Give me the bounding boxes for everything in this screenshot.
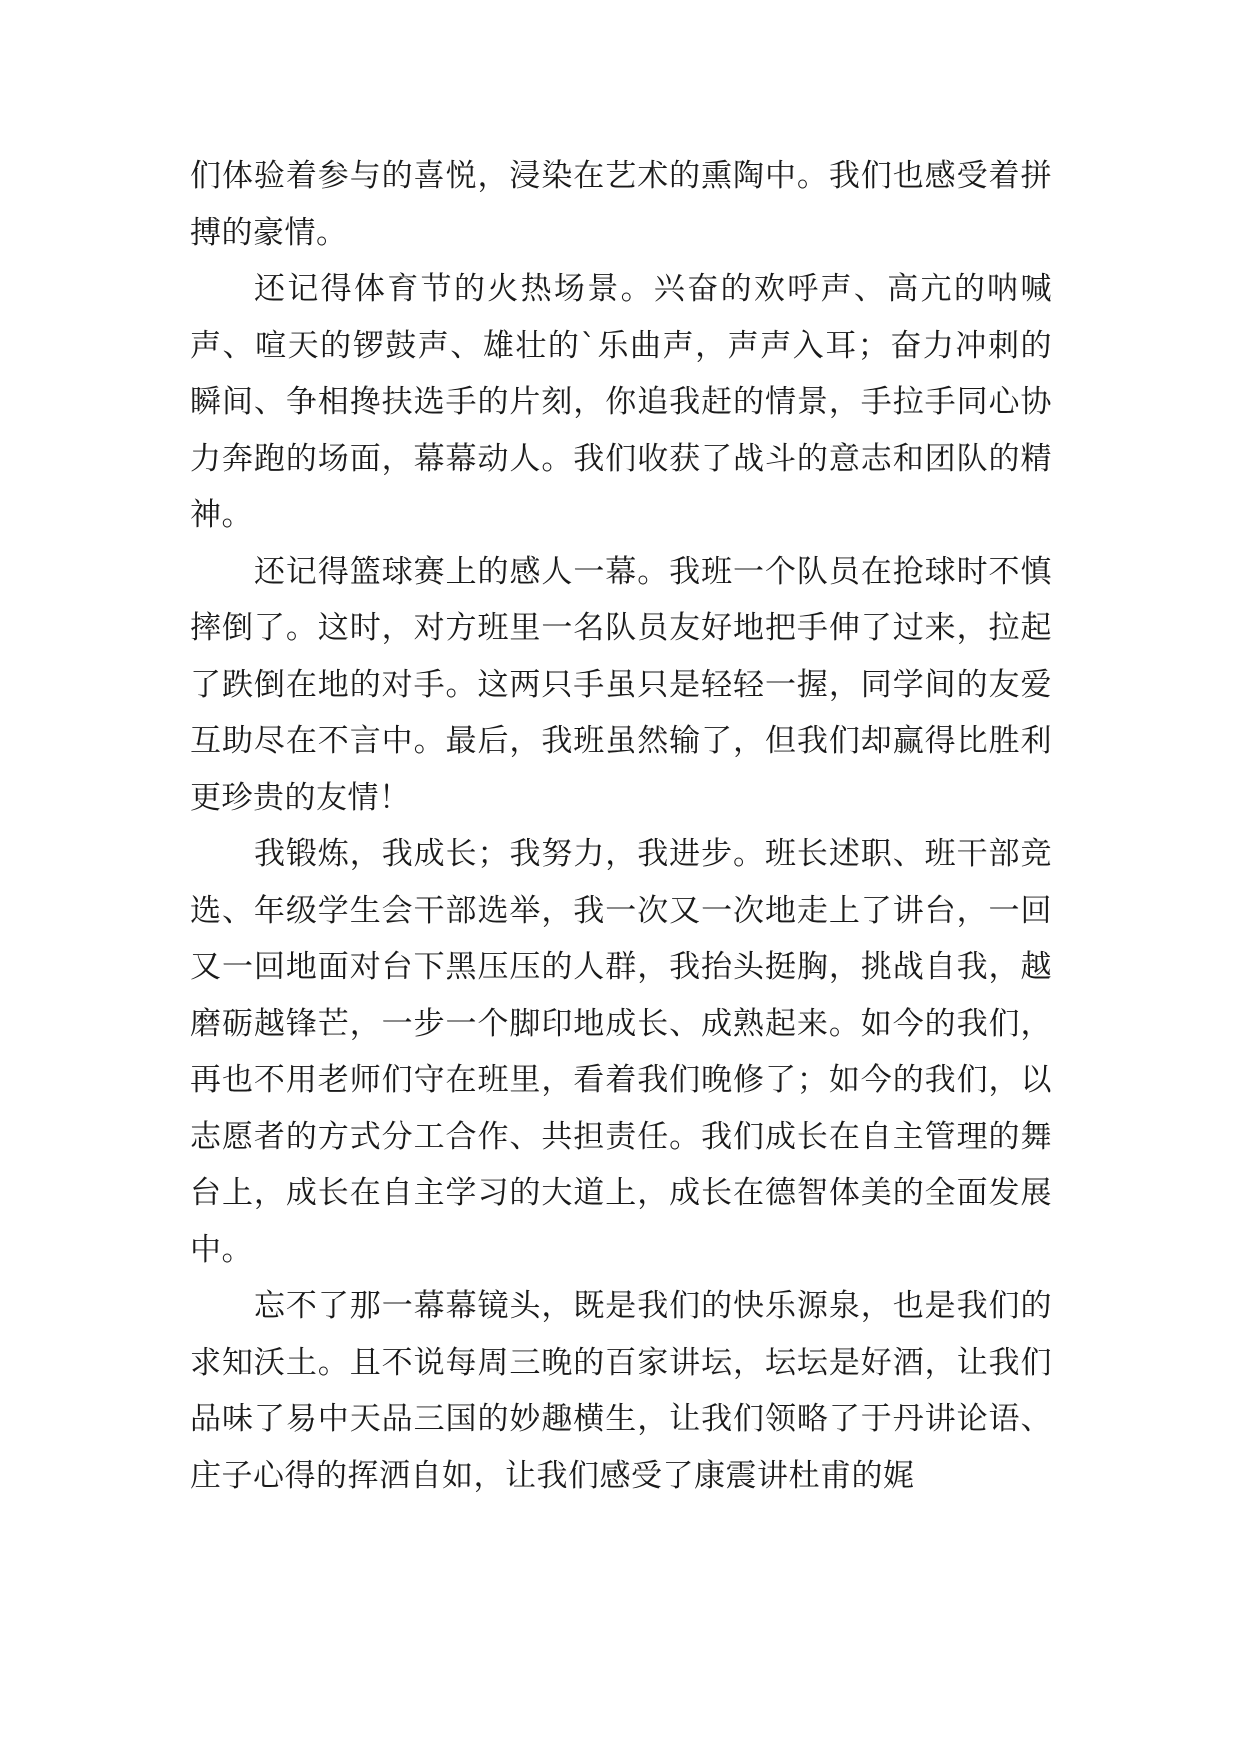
body-text (190, 148, 1052, 1504)
paragraph-1: 们体验着参与的喜悦，浸染在艺术的熏陶中。我们也感受着拼搏的豪情。 (190, 158, 1052, 251)
paragraph-4: 我锻炼，我成长；我努力，我进步。班长述职、班干部竞选、年级学生会干部选举，我一次又一次地走上了讲台，一回又一回地面对台下黑压压的人群，我抬头挺胸，挑战自我，越磨砺越锋芒，一步一个脚印地成长、成熟起来。如今的我们，再也不用老师们守在班里，看着我们晚修了；如今的我们，以志愿者的方式分工合作、共担责任。我们成长在自主管理的舞台上，成长在自主学习的大道上，成长在德智体美的全面发展中。 (190, 836, 1052, 1268)
paragraph-3: 还记得篮球赛上的感人一幕。我班一个队员在抢球时不慎摔倒了。这时，对方班里一名队员友好地把手伸了过来，拉起了跌倒在地的对手。这两只手虽只是轻轻一握，同学间的友爱互助尽在不言中。最后，我班虽然输了，但我们却赢得比胜利更珍贵的友情！ (190, 553, 1052, 816)
paragraph-2: 还记得体育节的火热场景。兴奋的欢呼声、高亢的呐喊声、喧天的锣鼓声、雄壮的`乐曲声，声声入耳；奋力冲刺的瞬间、争相搀扶选手的片刻，你追我赶的情景，手拉手同心协力奔跑的场面，幕幕动人。我们收获了战斗的意志和团队的精神。 (190, 271, 1052, 533)
paragraph-5: 忘不了那一幕幕镜头，既是我们的快乐源泉，也是我们的求知沃土。且不说每周三晚的百家讲坛，坛坛是好酒，让我们品味了易中天品三国的妙趣横生，让我们领略了于丹讲论语、庄子心得的挥洒自如，让我们感受了康震讲杜甫的娓 (190, 1288, 1052, 1494)
